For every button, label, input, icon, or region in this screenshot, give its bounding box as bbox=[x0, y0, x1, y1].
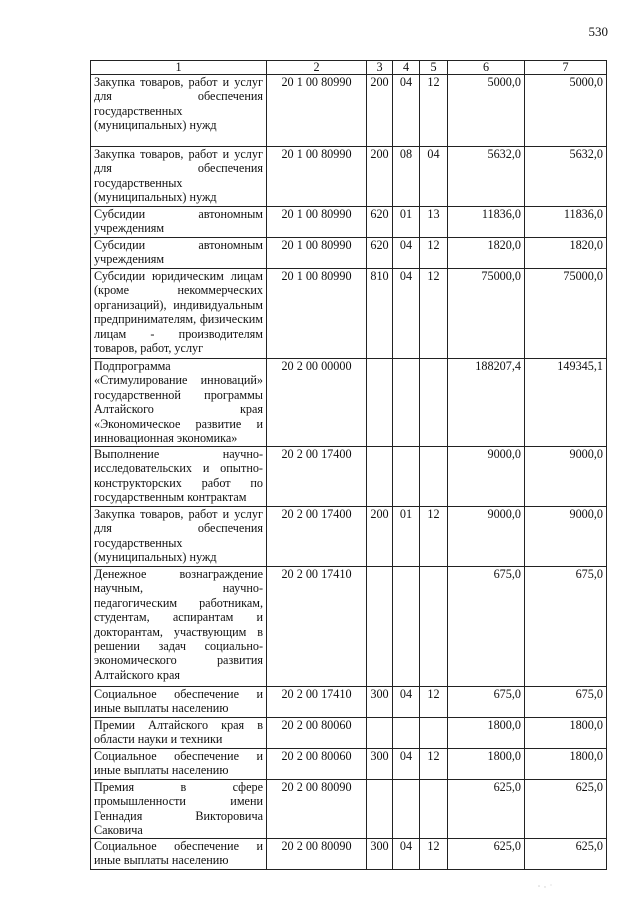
row-rz: 08 bbox=[393, 147, 420, 207]
row-rz: 01 bbox=[393, 507, 420, 567]
row-value-6: 625,0 bbox=[448, 780, 525, 839]
row-rz bbox=[393, 447, 420, 507]
row-pr bbox=[420, 567, 448, 687]
row-pr: 12 bbox=[420, 238, 448, 269]
row-value-7: 1820,0 bbox=[525, 238, 607, 269]
row-pr bbox=[420, 780, 448, 839]
row-code: 20 2 00 80090 bbox=[267, 838, 367, 869]
row-rz: 04 bbox=[393, 75, 420, 147]
row-vr: 200 bbox=[367, 75, 393, 147]
row-pr: 12 bbox=[420, 75, 448, 147]
table-row bbox=[91, 780, 607, 839]
row-code: 20 2 00 17410 bbox=[267, 687, 367, 718]
table-row bbox=[91, 447, 607, 507]
row-pr bbox=[420, 718, 448, 749]
table-row bbox=[91, 838, 607, 869]
row-value-7: 1800,0 bbox=[525, 718, 607, 749]
row-code: 20 1 00 80990 bbox=[267, 269, 367, 359]
row-rz bbox=[393, 780, 420, 839]
row-rz bbox=[393, 718, 420, 749]
row-vr: 200 bbox=[367, 147, 393, 207]
header-cell: 2 bbox=[267, 61, 367, 75]
header-cell: 3 bbox=[367, 61, 393, 75]
row-name: Закупка товаров, работ и услуг для обеспечения государственных (муниципальных) нужд bbox=[91, 507, 267, 567]
row-value-6: 675,0 bbox=[448, 687, 525, 718]
row-value-6: 75000,0 bbox=[448, 269, 525, 359]
table-row bbox=[91, 207, 607, 238]
row-rz bbox=[393, 567, 420, 687]
row-name: Субсидии юридическим лицам (кроме некоммерческих организаций), индивидуальным предпринимателям, физическим лицам - производителям товаров, работ, услуг bbox=[91, 269, 267, 359]
row-name: Денежное вознаграждение научным, научно-педагогическим работникам, студентам, аспирантам и докторантам, участвующим в решении задач социально-экономического развития Алтайского края bbox=[91, 567, 267, 687]
row-name: Субсидии автономным учреждениям bbox=[91, 207, 267, 238]
row-name: Социальное обеспечение и иные выплаты населению bbox=[91, 687, 267, 718]
row-vr bbox=[367, 718, 393, 749]
row-code: 20 2 00 80060 bbox=[267, 749, 367, 780]
row-pr: 04 bbox=[420, 147, 448, 207]
row-value-7: 675,0 bbox=[525, 687, 607, 718]
header-cell: 4 bbox=[393, 61, 420, 75]
row-rz: 04 bbox=[393, 269, 420, 359]
row-pr: 12 bbox=[420, 507, 448, 567]
scan-speck-mark bbox=[536, 882, 558, 890]
row-name: Закупка товаров, работ и услуг для обеспечения государственных (муниципальных) нужд bbox=[91, 147, 267, 207]
row-name: Субсидии автономным учреждениям bbox=[91, 238, 267, 269]
row-value-6: 625,0 bbox=[448, 838, 525, 869]
row-code: 20 1 00 80990 bbox=[267, 238, 367, 269]
row-value-6: 1820,0 bbox=[448, 238, 525, 269]
row-value-6: 1800,0 bbox=[448, 718, 525, 749]
row-code: 20 2 00 80060 bbox=[267, 718, 367, 749]
row-code: 20 1 00 80990 bbox=[267, 147, 367, 207]
row-value-7: 625,0 bbox=[525, 780, 607, 839]
row-rz bbox=[393, 359, 420, 447]
row-name: Подпрограмма «Стимулирование инноваций» государственной программы Алтайского края «Экономическое развитие и инновационная экономика» bbox=[91, 359, 267, 447]
row-pr: 13 bbox=[420, 207, 448, 238]
row-value-6: 1800,0 bbox=[448, 749, 525, 780]
row-rz: 04 bbox=[393, 749, 420, 780]
row-value-6: 5000,0 bbox=[448, 75, 525, 147]
row-vr: 620 bbox=[367, 238, 393, 269]
row-code: 20 2 00 00000 bbox=[267, 359, 367, 447]
row-value-7: 9000,0 bbox=[525, 507, 607, 567]
row-value-7: 9000,0 bbox=[525, 447, 607, 507]
row-value-6: 675,0 bbox=[448, 567, 525, 687]
row-value-7: 625,0 bbox=[525, 838, 607, 869]
header-cell: 6 bbox=[448, 61, 525, 75]
table-row bbox=[91, 567, 607, 687]
row-pr: 12 bbox=[420, 687, 448, 718]
table-row bbox=[91, 687, 607, 718]
header-cell: 7 bbox=[525, 61, 607, 75]
budget-table bbox=[90, 60, 607, 870]
row-pr: 12 bbox=[420, 749, 448, 780]
header-cell: 1 bbox=[91, 61, 267, 75]
row-name: Социальное обеспечение и иные выплаты населению bbox=[91, 749, 267, 780]
table-row bbox=[91, 269, 607, 359]
row-vr: 300 bbox=[367, 749, 393, 780]
row-value-7: 1800,0 bbox=[525, 749, 607, 780]
row-vr bbox=[367, 780, 393, 839]
table-row bbox=[91, 749, 607, 780]
row-value-7: 5632,0 bbox=[525, 147, 607, 207]
table-row bbox=[91, 507, 607, 567]
row-vr: 300 bbox=[367, 838, 393, 869]
row-code: 20 2 00 80090 bbox=[267, 780, 367, 839]
row-value-7: 675,0 bbox=[525, 567, 607, 687]
header-row bbox=[91, 61, 607, 75]
row-name: Премия в сфере промышленности имени Геннадия Викторовича Саковича bbox=[91, 780, 267, 839]
row-value-7: 149345,1 bbox=[525, 359, 607, 447]
row-vr: 200 bbox=[367, 507, 393, 567]
table-row bbox=[91, 147, 607, 207]
row-code: 20 1 00 80990 bbox=[267, 207, 367, 238]
row-code: 20 2 00 17400 bbox=[267, 447, 367, 507]
row-rz: 04 bbox=[393, 838, 420, 869]
row-vr bbox=[367, 567, 393, 687]
row-value-7: 75000,0 bbox=[525, 269, 607, 359]
row-value-6: 11836,0 bbox=[448, 207, 525, 238]
row-name: Закупка товаров, работ и услуг для обеспечения государственных (муниципальных) нужд bbox=[91, 75, 267, 147]
row-vr: 300 bbox=[367, 687, 393, 718]
table-row bbox=[91, 359, 607, 447]
row-name: Премии Алтайского края в области науки и техники bbox=[91, 718, 267, 749]
table-row bbox=[91, 238, 607, 269]
row-rz: 01 bbox=[393, 207, 420, 238]
row-vr bbox=[367, 447, 393, 507]
row-name: Социальное обеспечение и иные выплаты населению bbox=[91, 838, 267, 869]
row-rz: 04 bbox=[393, 238, 420, 269]
row-vr: 810 bbox=[367, 269, 393, 359]
row-value-7: 5000,0 bbox=[525, 75, 607, 147]
row-vr bbox=[367, 359, 393, 447]
row-value-6: 9000,0 bbox=[448, 507, 525, 567]
row-pr: 12 bbox=[420, 838, 448, 869]
header-cell: 5 bbox=[420, 61, 448, 75]
row-rz: 04 bbox=[393, 687, 420, 718]
row-value-6: 5632,0 bbox=[448, 147, 525, 207]
table-row bbox=[91, 718, 607, 749]
row-code: 20 2 00 17400 bbox=[267, 507, 367, 567]
row-pr bbox=[420, 359, 448, 447]
row-code: 20 1 00 80990 bbox=[267, 75, 367, 147]
row-pr bbox=[420, 447, 448, 507]
row-vr: 620 bbox=[367, 207, 393, 238]
row-code: 20 2 00 17410 bbox=[267, 567, 367, 687]
row-value-6: 188207,4 bbox=[448, 359, 525, 447]
page-number: 530 bbox=[588, 24, 608, 39]
row-name: Выполнение научно-исследовательских и опытно-конструкторских работ по государственным контрактам bbox=[91, 447, 267, 507]
row-pr: 12 bbox=[420, 269, 448, 359]
row-value-6: 9000,0 bbox=[448, 447, 525, 507]
table-row bbox=[91, 75, 607, 147]
row-value-7: 11836,0 bbox=[525, 207, 607, 238]
